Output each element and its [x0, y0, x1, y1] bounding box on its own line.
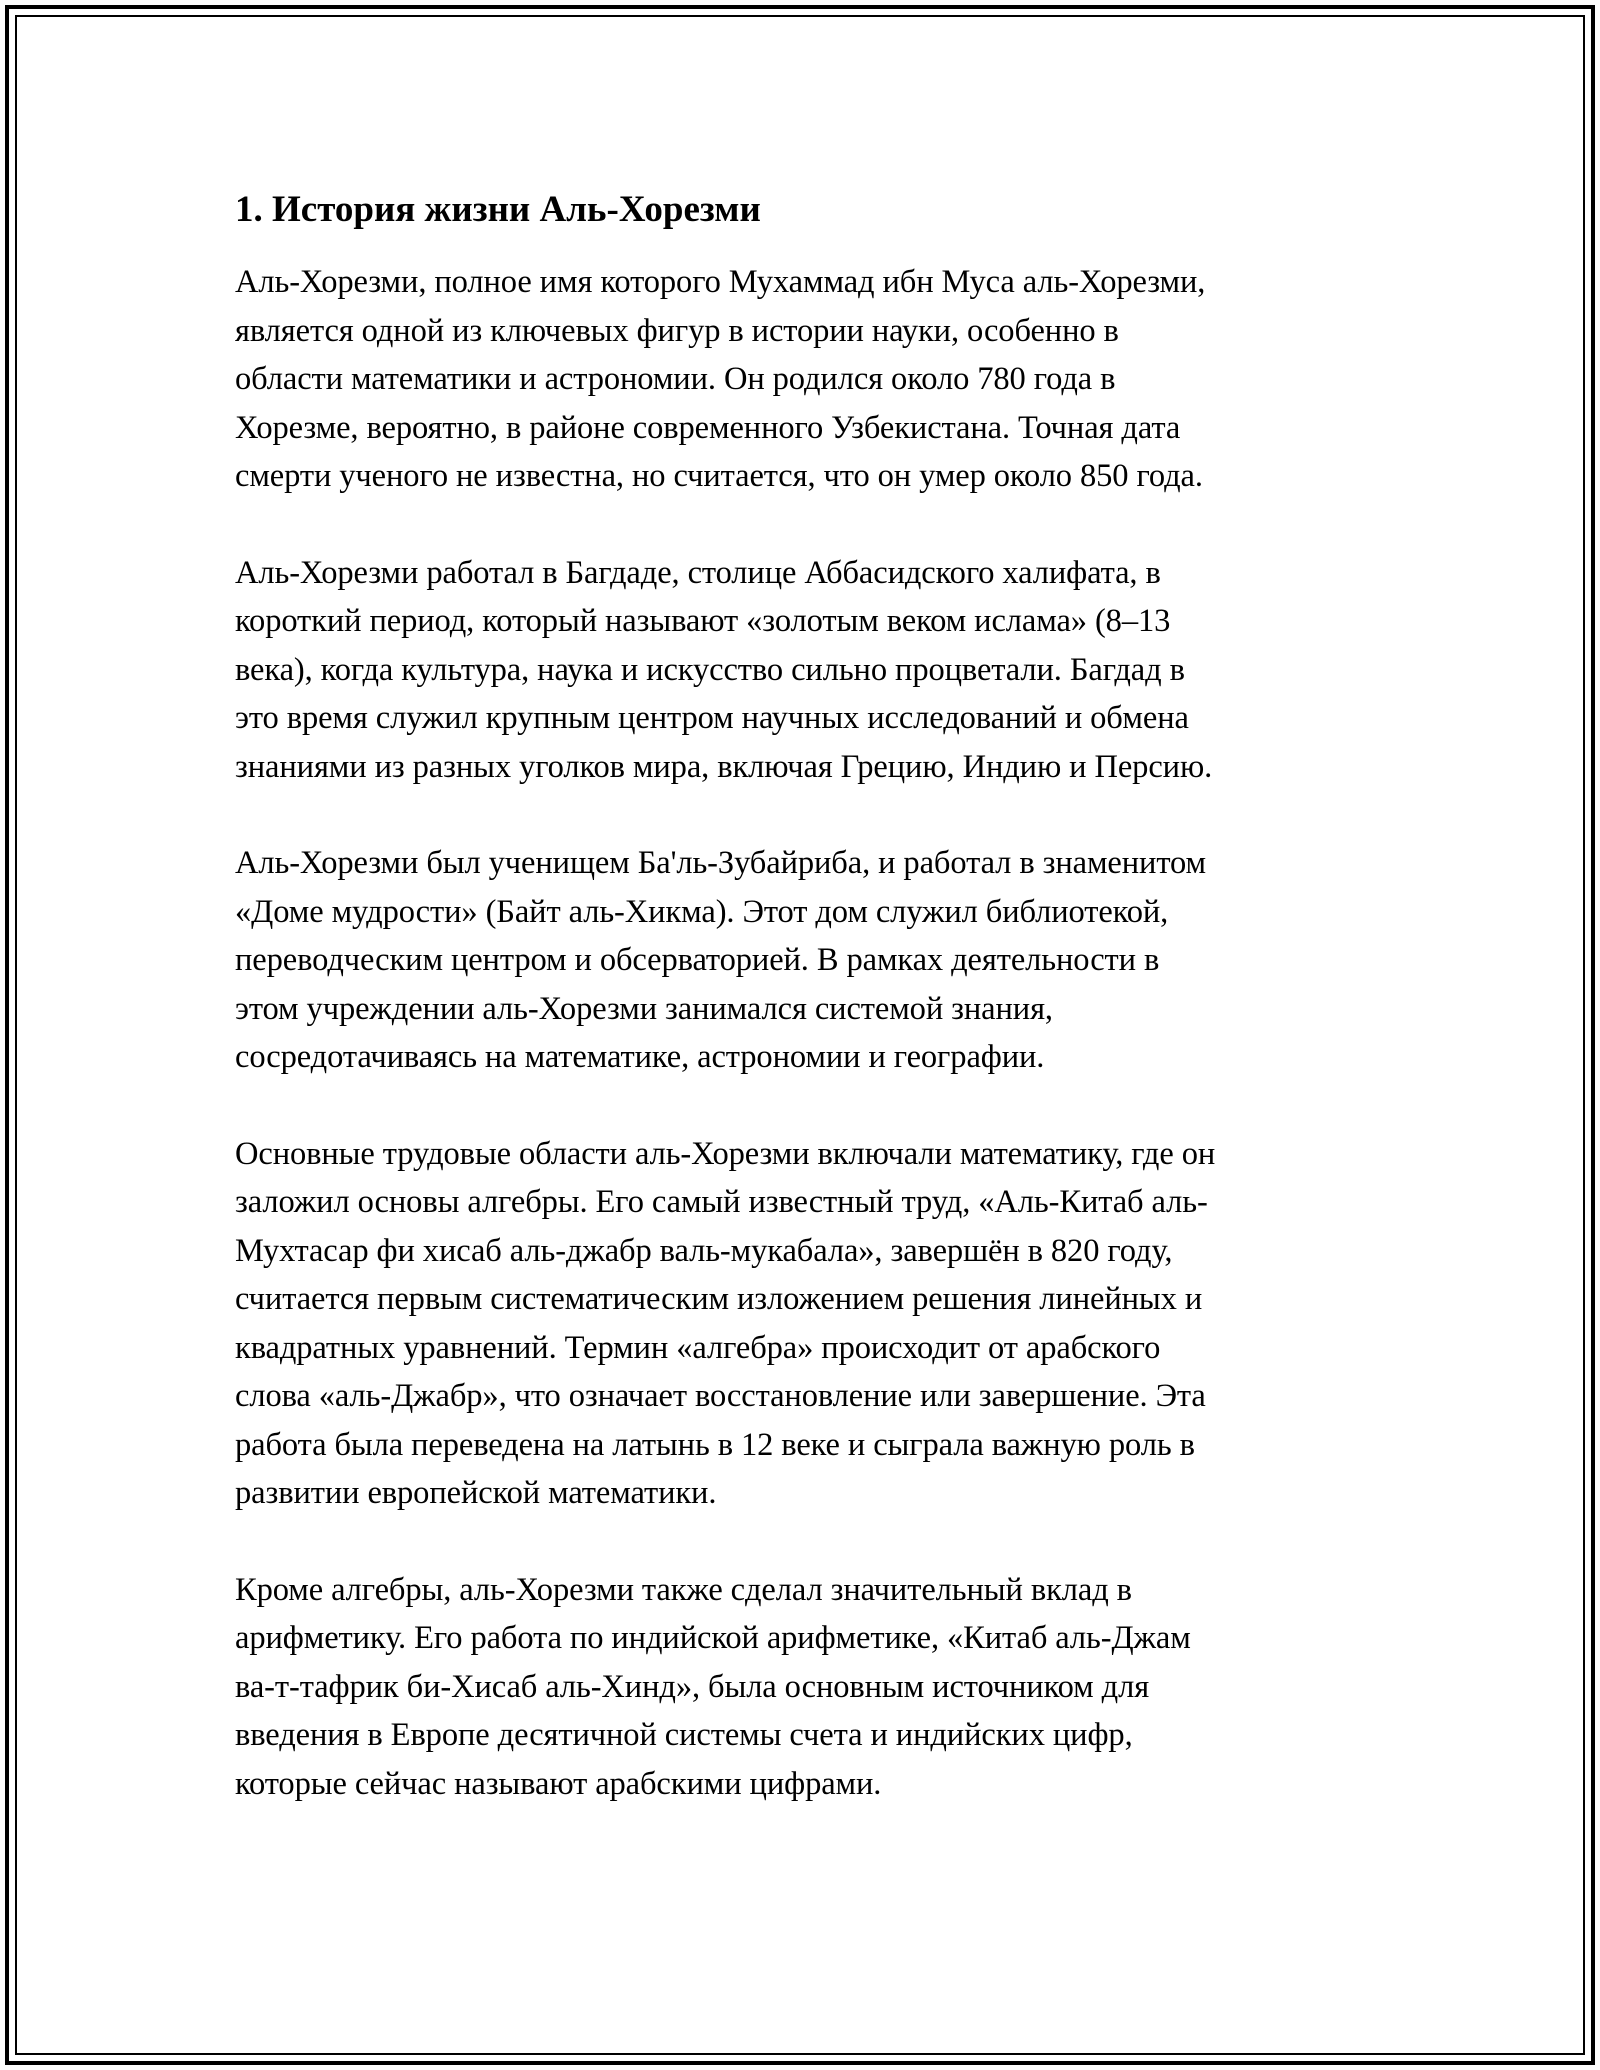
paragraph-line: Основные трудовые области аль-Хорезми включали математику, где он	[235, 1135, 1216, 1172]
paragraph-line: века), когда культура, наука и искусство сильно процветали. Багдад в	[235, 651, 1185, 688]
section-heading: 1. История жизни Аль-Хорезми	[235, 189, 761, 230]
paragraph-line: арифметику. Его работа по индийской арифметике, «Китаб аль-Джам	[235, 1620, 1191, 1656]
paragraph-line: ва-т-тафрик би-Хисаб аль-Хинд», была основным источником для	[235, 1668, 1150, 1705]
paragraph-1	[235, 258, 1375, 501]
paragraph-line: работа была переведена на латынь в 12 веке и сыграла важную роль в	[235, 1426, 1195, 1463]
paragraph-line: которые сейчас называют арабскими цифрами.	[235, 1765, 882, 1802]
paragraph-line: области математики и астрономии. Он родился около 780 года в	[235, 361, 1116, 397]
paragraph-line: слова «аль-Джабр», что означает восстановление или завершение. Эта	[235, 1378, 1206, 1414]
paragraph-line: Аль-Хорезми был ученищем Ба'ль-Зубайриба, и работал в знаменитом	[235, 845, 1206, 881]
paragraph-line: Кроме алгебры, аль-Хорезми также сделал значительный вклад в	[235, 1571, 1132, 1608]
paragraph-line: Хорезме, вероятно, в районе современного Узбекистана. Точная дата	[235, 409, 1181, 446]
paragraph-line: Мухтасар фи хисаб аль-джабр валь-мукабала», завершён в 820 году,	[235, 1232, 1173, 1269]
paragraph-4	[235, 1130, 1375, 1518]
paragraph-line: этом учреждении аль-Хорезми занимался системой знания,	[235, 990, 1053, 1027]
paragraph-2	[235, 549, 1375, 792]
paragraph-line: является одной из ключевых фигур в истории науки, особенно в	[235, 312, 1119, 349]
paragraph-line: короткий период, который называют «золотым веком ислама» (8–13	[235, 603, 1171, 639]
paragraph-line: переводческим центром и обсерваторией. В рамках деятельности в	[235, 942, 1160, 978]
paragraph-line: смерти ученого не известна, но считается, что он умер около 850 года.	[235, 458, 1203, 494]
paragraph-line: Аль-Хорезми, полное имя которого Мухаммад ибн Муса аль-Хорезми,	[235, 264, 1206, 300]
paragraph-line: знаниями из разных уголков мира, включая Грецию, Индию и Персию.	[235, 748, 1213, 785]
paragraph-line: введения в Европе десятичной системы счета и индийских цифр,	[235, 1717, 1133, 1753]
paragraph-line: Аль-Хорезми работал в Багдаде, столице Аббасидского халифата, в	[235, 554, 1161, 591]
paragraph-5	[235, 1566, 1375, 1809]
document-body	[235, 186, 1375, 1856]
paragraph-line: «Доме мудрости» (Байт аль-Хикма). Этот дом служил библиотекой,	[235, 893, 1169, 930]
paragraph-3	[235, 839, 1375, 1082]
paragraph-line: считается первым систематическим изложением решения линейных и	[235, 1281, 1203, 1317]
paragraph-line: это время служил крупным центром научных исследований и обмена	[235, 700, 1189, 736]
paragraph-line: развитии европейской математики.	[235, 1475, 717, 1511]
paragraph-line: квадратных уравнений. Термин «алгебра» происходит от арабского	[235, 1329, 1161, 1366]
paragraph-line: сосредотачиваясь на математике, астрономии и географии.	[235, 1039, 1045, 1075]
paragraph-line: заложил основы алгебры. Его самый известный труд, «Аль-Китаб аль-	[235, 1184, 1208, 1220]
